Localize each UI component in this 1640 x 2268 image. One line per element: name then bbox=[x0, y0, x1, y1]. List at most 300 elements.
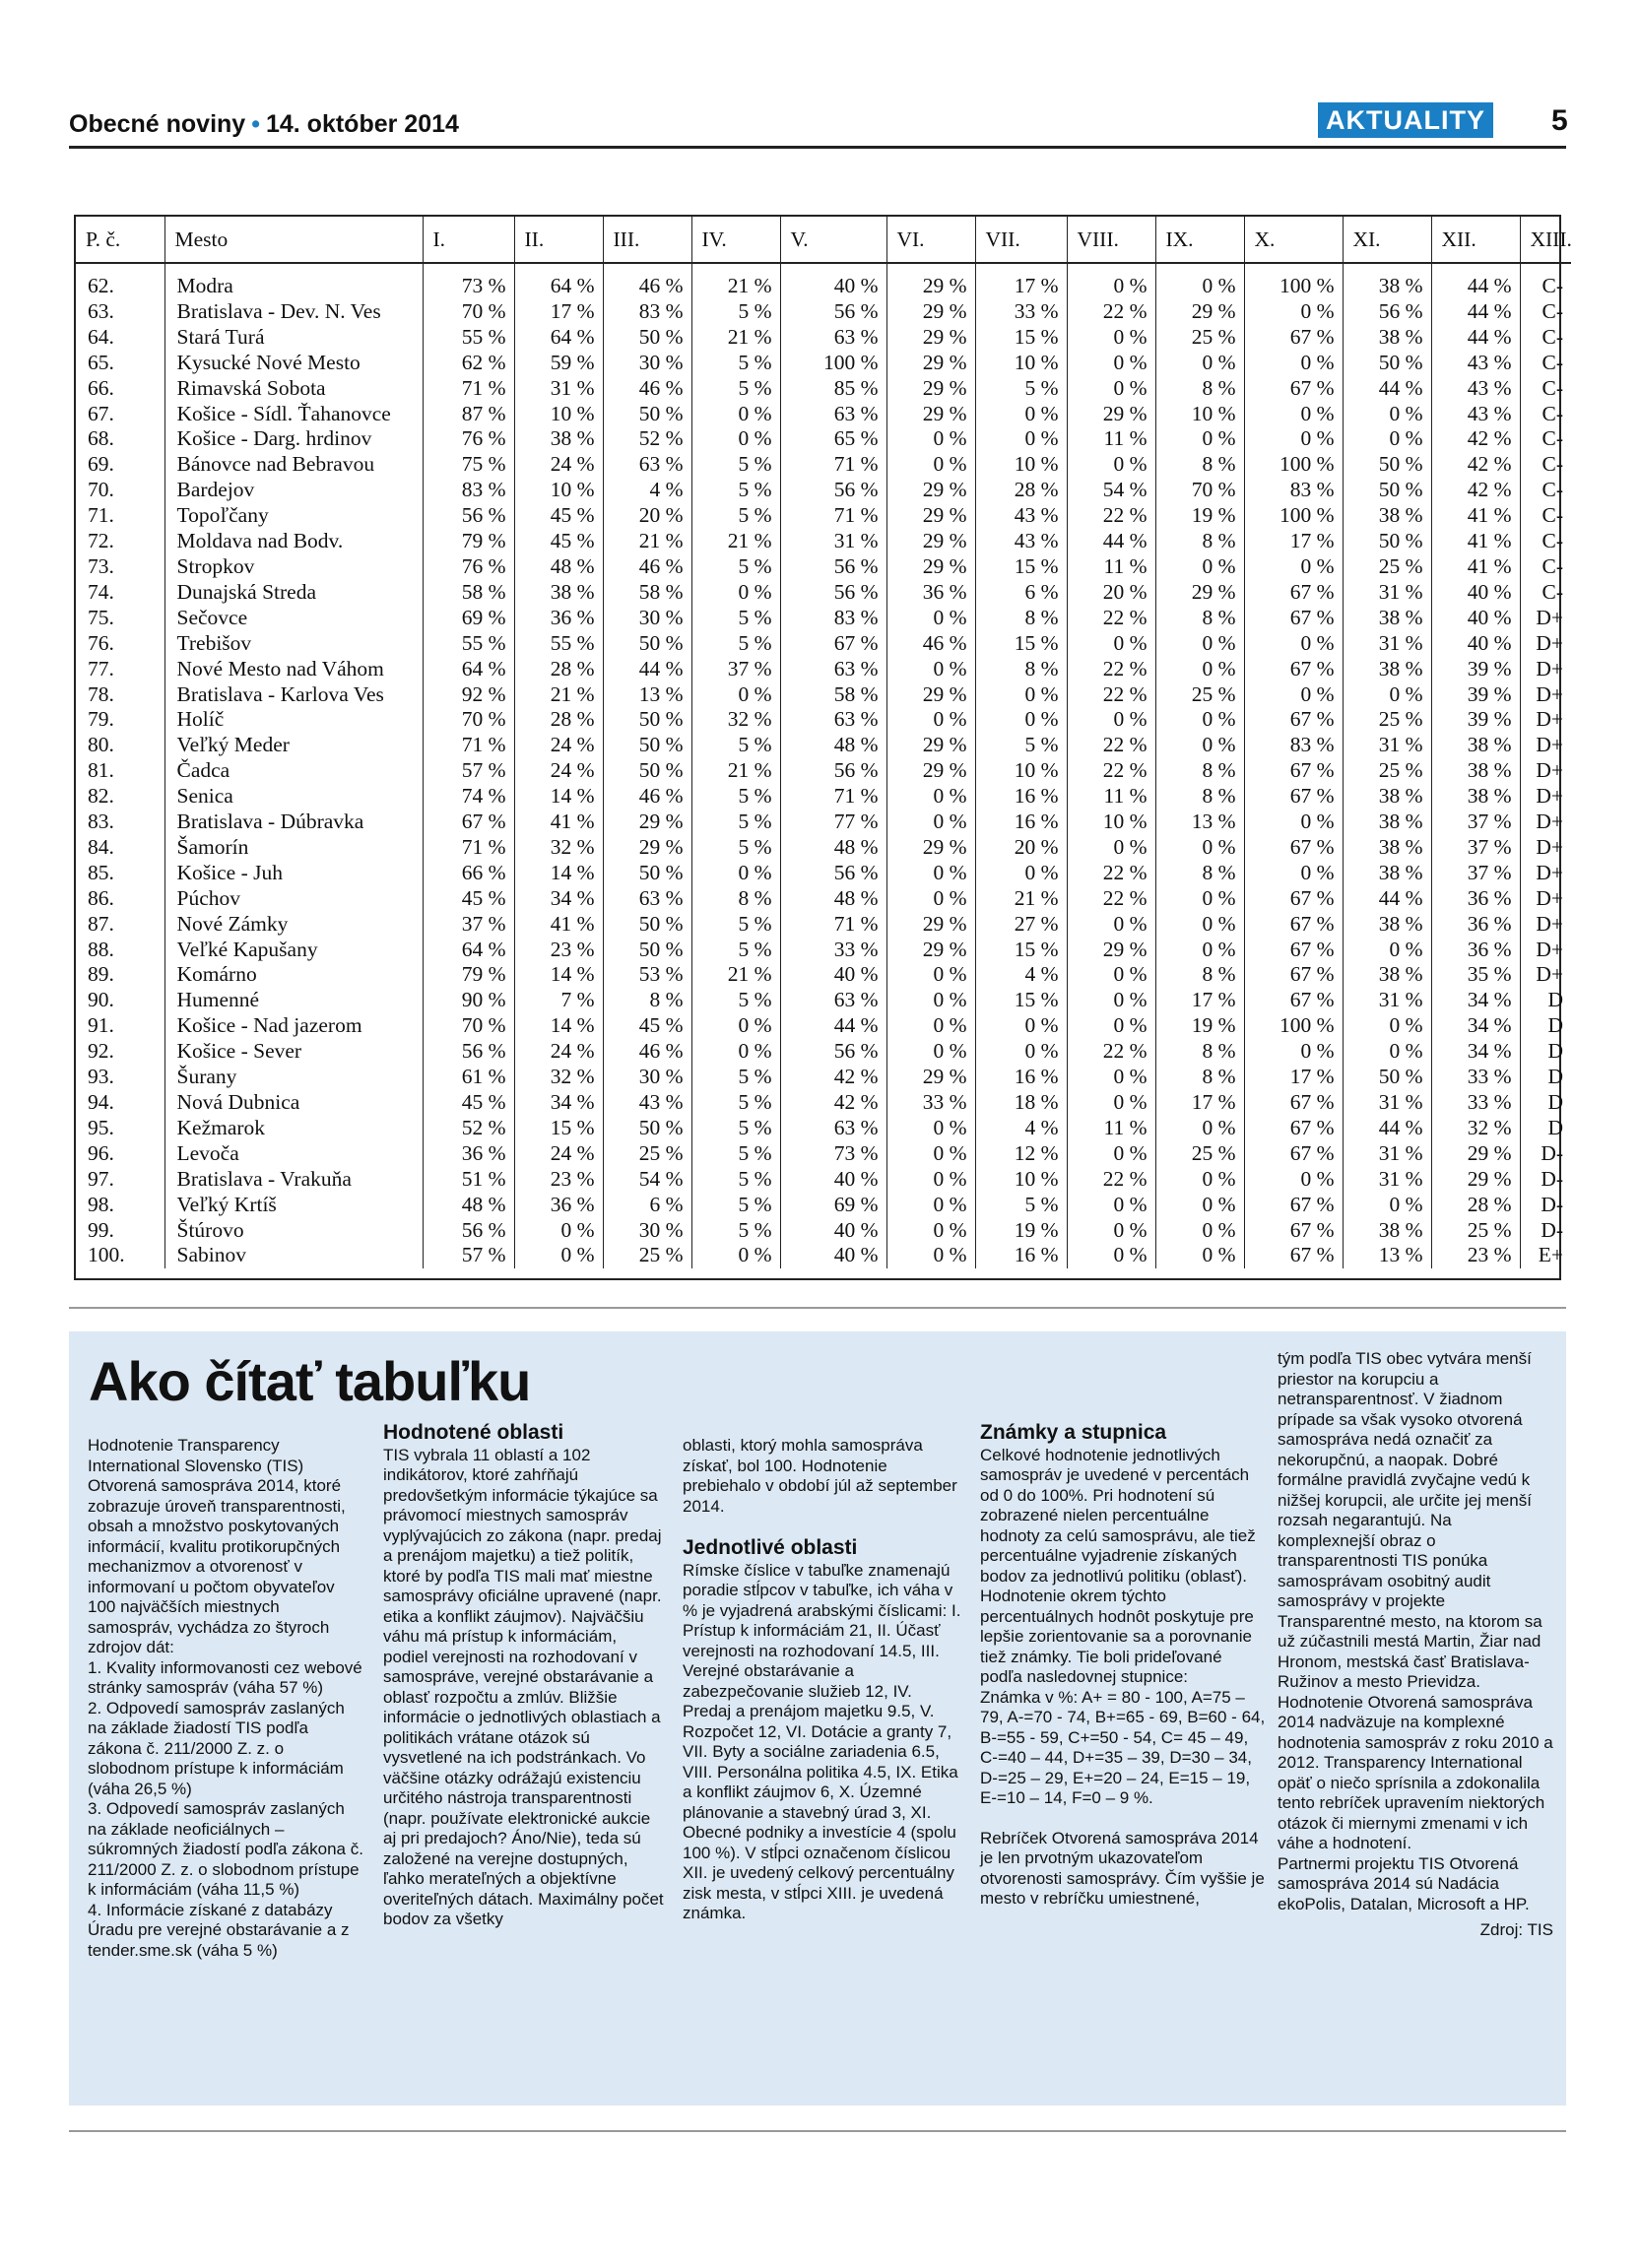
city-cell: Púchov bbox=[164, 886, 423, 912]
score-cell: 0 % bbox=[1067, 452, 1155, 478]
score-cell: 36 % bbox=[1431, 912, 1520, 938]
score-cell: 8 % bbox=[1155, 606, 1244, 631]
score-cell: 0 % bbox=[691, 1013, 780, 1039]
closing-text-2: Hodnotenie Otvorená samospráva 2014 nadväzuje na komplexné hodnotenia samospráv z roku 2010 a 2012. Transparency International opäť o niečo sprísnila a zdokonalila tento rebríček upravením niektorých otázok či miernymi zmenami v ich váhe a hodnotení. bbox=[1278, 1692, 1553, 1852]
score-cell: 0 % bbox=[1244, 402, 1343, 427]
score-cell: 0 % bbox=[1067, 1090, 1155, 1116]
score-cell: 67 % bbox=[1244, 707, 1343, 733]
rank-cell: 63. bbox=[76, 299, 164, 325]
score-cell: 79 % bbox=[423, 529, 514, 554]
score-cell: 0 % bbox=[886, 1039, 975, 1065]
score-cell: 40 % bbox=[780, 962, 886, 988]
score-cell: 24 % bbox=[514, 1141, 603, 1167]
score-cell: 20 % bbox=[1067, 580, 1155, 606]
rank-cell: 89. bbox=[76, 962, 164, 988]
score-cell: 62 % bbox=[423, 351, 514, 376]
score-cell: 14 % bbox=[514, 962, 603, 988]
score-cell: 10 % bbox=[975, 758, 1067, 784]
rank-cell: 66. bbox=[76, 376, 164, 402]
score-cell: 34 % bbox=[1431, 1013, 1520, 1039]
score-cell: 53 % bbox=[603, 962, 691, 988]
score-cell: 34 % bbox=[1431, 988, 1520, 1013]
score-cell: 83 % bbox=[423, 478, 514, 503]
score-cell: 29 % bbox=[886, 554, 975, 580]
table-row bbox=[76, 426, 1571, 452]
score-cell: 22 % bbox=[1067, 299, 1155, 325]
rank-cell: 67. bbox=[76, 402, 164, 427]
score-cell: 67 % bbox=[1244, 1218, 1343, 1244]
score-cell: 42 % bbox=[1431, 426, 1520, 452]
rank-cell: 97. bbox=[76, 1167, 164, 1193]
score-cell: 32 % bbox=[1431, 1116, 1520, 1141]
grade-cell: D+ bbox=[1536, 630, 1563, 655]
grade-cell: D+ bbox=[1536, 885, 1563, 910]
score-cell: 6 % bbox=[603, 1193, 691, 1218]
score-cell: 70 % bbox=[423, 1013, 514, 1039]
city-cell: Nové Zámky bbox=[164, 912, 423, 938]
score-cell: 28 % bbox=[1431, 1193, 1520, 1218]
grade-cell: D+ bbox=[1536, 681, 1563, 706]
score-cell: 67 % bbox=[1244, 784, 1343, 810]
score-cell: 31 % bbox=[514, 376, 603, 402]
score-cell: 5 % bbox=[975, 376, 1067, 402]
score-cell: 63 % bbox=[603, 886, 691, 912]
city-cell: Rimavská Sobota bbox=[164, 376, 423, 402]
score-cell: 4 % bbox=[975, 962, 1067, 988]
city-cell: Bánovce nad Bebravou bbox=[164, 452, 423, 478]
score-cell: 0 % bbox=[886, 707, 975, 733]
score-cell: 0 % bbox=[514, 1243, 603, 1268]
city-cell: Šurany bbox=[164, 1065, 423, 1090]
score-cell: 15 % bbox=[975, 325, 1067, 351]
score-cell: 5 % bbox=[691, 376, 780, 402]
areas-column bbox=[383, 1423, 664, 1930]
grades-column bbox=[980, 1423, 1266, 1910]
score-cell: 55 % bbox=[423, 325, 514, 351]
score-cell: 67 % bbox=[1244, 912, 1343, 938]
score-cell: 55 % bbox=[514, 631, 603, 657]
rank-cell: 64. bbox=[76, 325, 164, 351]
score-cell: 100 % bbox=[1244, 263, 1343, 299]
score-cell: 76 % bbox=[423, 554, 514, 580]
rank-cell: 78. bbox=[76, 682, 164, 708]
score-cell: 21 % bbox=[691, 529, 780, 554]
score-cell: 25 % bbox=[1155, 1141, 1244, 1167]
score-cell: 0 % bbox=[975, 1039, 1067, 1065]
single-areas-text: Rímske číslice v tabuľke znamenajú poradie stĺpcov v tabuľke, ich váha v % je vyjadrená arabskými číslicami: I. Prístup k informáciám 21, II. Účasť verejnosti na rozhodovaní 14.5, III. Verejné obstarávanie a zabezpečovanie služieb 12, IV. Predaj a prenájom majetku 9.5, V. Rozpočet 12, VI. Dotácie a granty 7, VII. Byty a sociálne zariadenia 6.5, VIII. Personálna politika 4.5, IX. Etika a konflikt záujmov 6, X. Územné plánovanie a stavebný úrad 3, XI. Obecné podniky a investície 4 (spolu 100 %). V stĺpci označenom číslicou XII. je uvedený celkový percentuálny zisk mesta, v stĺpci XIII. je uvedená známka. bbox=[683, 1560, 961, 1922]
score-cell: 71 % bbox=[423, 733, 514, 758]
score-cell: 44 % bbox=[780, 1013, 886, 1039]
column-header: Mesto bbox=[164, 217, 423, 263]
score-cell: 29 % bbox=[886, 1065, 975, 1090]
score-cell: 52 % bbox=[423, 1116, 514, 1141]
score-cell: 13 % bbox=[1155, 810, 1244, 835]
score-cell: 31 % bbox=[780, 529, 886, 554]
score-cell: 0 % bbox=[1343, 1013, 1431, 1039]
score-cell: 38 % bbox=[1343, 912, 1431, 938]
score-cell: 40 % bbox=[1431, 631, 1520, 657]
score-cell: 36 % bbox=[423, 1141, 514, 1167]
table-row bbox=[76, 1167, 1571, 1193]
score-cell: 83 % bbox=[603, 299, 691, 325]
city-cell: Trebišov bbox=[164, 631, 423, 657]
grade-cell: D+ bbox=[1536, 707, 1563, 732]
score-cell: 67 % bbox=[1244, 938, 1343, 963]
score-cell: 0 % bbox=[975, 1013, 1067, 1039]
score-cell: 41 % bbox=[1431, 529, 1520, 554]
score-cell: 0 % bbox=[1343, 938, 1431, 963]
score-cell: 0 % bbox=[1067, 263, 1155, 299]
score-cell: 50 % bbox=[1343, 529, 1431, 554]
score-cell: 8 % bbox=[1155, 962, 1244, 988]
score-cell: 40 % bbox=[1431, 606, 1520, 631]
score-cell: 56 % bbox=[1343, 299, 1431, 325]
rank-cell: 84. bbox=[76, 835, 164, 861]
areas-text: TIS vybrala 11 oblastí a 102 indikátorov, ktoré zahŕňajú predovšetkým informácie týkajúce sa právomocí miestnych samospráv vyplývajúcich zo zákona (napr. predaj a prenájom majetku) a tiež politík, ktoré by podľa TIS mali mať miestne samosprávy oficiálne upravené (napr. etika a konflikt záujmov). Najväčšiu váhu má prístup k informáciám, podiel verejnosti na rozhodovaní v samospráve, verejné obstarávanie a oblasť rozpočtu a zmlúv. Bližšie informácie o jednotlivých oblastiach a politikách vrátane otázok sú vysvetlené na ich podstránkach. Vo väčšine otázky odrážajú existenciu určitého nástroja transparentnosti (napr. používate elektronické aukcie aj pri predajoch? Áno/Nie), teda sú založené na verejne dostupných, ľahko merateľných a objektívne overiteľných dátach. Maximálny počet bodov za všetky bbox=[383, 1445, 664, 1928]
table-row bbox=[76, 962, 1571, 988]
score-cell: 0 % bbox=[1067, 988, 1155, 1013]
score-cell: 67 % bbox=[1244, 1090, 1343, 1116]
score-cell: 0 % bbox=[886, 426, 975, 452]
explanation-box bbox=[69, 1331, 1566, 2106]
score-cell: 52 % bbox=[603, 426, 691, 452]
score-cell: 4 % bbox=[603, 478, 691, 503]
score-cell: 0 % bbox=[691, 1039, 780, 1065]
score-cell: 100 % bbox=[780, 351, 886, 376]
score-cell: 29 % bbox=[886, 758, 975, 784]
section-divider bbox=[69, 1307, 1566, 1309]
score-cell: 83 % bbox=[1244, 478, 1343, 503]
score-cell: 11 % bbox=[1067, 554, 1155, 580]
page-number: 5 bbox=[1551, 104, 1568, 137]
separator-dot-icon: • bbox=[251, 110, 260, 138]
score-cell: 5 % bbox=[975, 1193, 1067, 1218]
score-cell: 48 % bbox=[780, 886, 886, 912]
score-cell: 46 % bbox=[603, 376, 691, 402]
score-cell: 63 % bbox=[780, 988, 886, 1013]
score-cell: 21 % bbox=[691, 962, 780, 988]
table-row bbox=[76, 299, 1571, 325]
score-cell: 37 % bbox=[691, 657, 780, 682]
score-cell: 87 % bbox=[423, 402, 514, 427]
score-cell: 0 % bbox=[975, 707, 1067, 733]
score-cell: 39 % bbox=[1431, 707, 1520, 733]
table-row bbox=[76, 886, 1571, 912]
source-note: Zdroj: TIS bbox=[1479, 1920, 1553, 1939]
table-body bbox=[76, 263, 1571, 1268]
city-cell: Topoľčany bbox=[164, 503, 423, 529]
score-cell: 66 % bbox=[423, 861, 514, 886]
score-cell: 8 % bbox=[1155, 784, 1244, 810]
score-cell: 0 % bbox=[886, 1193, 975, 1218]
score-cell: 0 % bbox=[1067, 912, 1155, 938]
grades-heading: Známky a stupnica bbox=[980, 1421, 1167, 1444]
score-cell: 64 % bbox=[514, 325, 603, 351]
page-header bbox=[69, 102, 1566, 150]
score-cell: 17 % bbox=[1155, 1090, 1244, 1116]
score-cell: 21 % bbox=[514, 682, 603, 708]
score-cell: 45 % bbox=[423, 886, 514, 912]
score-cell: 34 % bbox=[1431, 1039, 1520, 1065]
score-cell: 0 % bbox=[1067, 376, 1155, 402]
score-cell: 58 % bbox=[603, 580, 691, 606]
score-cell: 44 % bbox=[1343, 886, 1431, 912]
score-cell: 71 % bbox=[423, 835, 514, 861]
score-cell: 42 % bbox=[780, 1090, 886, 1116]
score-cell: 0 % bbox=[1244, 1167, 1343, 1193]
score-cell: 0 % bbox=[886, 452, 975, 478]
score-cell: 38 % bbox=[514, 580, 603, 606]
score-cell: 43 % bbox=[1431, 402, 1520, 427]
score-cell: 38 % bbox=[1343, 835, 1431, 861]
score-cell: 0 % bbox=[1244, 631, 1343, 657]
table-row bbox=[76, 988, 1571, 1013]
score-cell: 40 % bbox=[1431, 580, 1520, 606]
score-cell: 67 % bbox=[1244, 962, 1343, 988]
grade-cell: D+ bbox=[1536, 962, 1563, 987]
score-cell: 17 % bbox=[975, 263, 1067, 299]
score-cell: 25 % bbox=[1343, 758, 1431, 784]
table-row bbox=[76, 1065, 1571, 1090]
score-cell: 5 % bbox=[691, 1090, 780, 1116]
column-header: II. bbox=[514, 217, 603, 263]
city-cell: Dunajská Streda bbox=[164, 580, 423, 606]
score-cell: 45 % bbox=[514, 503, 603, 529]
score-cell: 23 % bbox=[514, 1167, 603, 1193]
score-cell: 5 % bbox=[691, 1065, 780, 1090]
rank-cell: 62. bbox=[76, 263, 164, 299]
score-cell: 85 % bbox=[780, 376, 886, 402]
score-cell: 0 % bbox=[886, 988, 975, 1013]
score-cell: 30 % bbox=[603, 351, 691, 376]
grade-cell: C- bbox=[1542, 452, 1563, 477]
score-cell: 10 % bbox=[1155, 402, 1244, 427]
city-cell: Bratislava - Karlova Ves bbox=[164, 682, 423, 708]
score-cell: 0 % bbox=[1244, 426, 1343, 452]
score-cell: 29 % bbox=[1155, 299, 1244, 325]
score-cell: 50 % bbox=[603, 938, 691, 963]
rank-cell: 90. bbox=[76, 988, 164, 1013]
score-cell: 30 % bbox=[603, 606, 691, 631]
score-cell: 22 % bbox=[1067, 682, 1155, 708]
score-cell: 5 % bbox=[691, 351, 780, 376]
grade-cell: D+ bbox=[1536, 834, 1563, 859]
grade-cell: C- bbox=[1542, 350, 1563, 374]
score-cell: 5 % bbox=[691, 784, 780, 810]
score-cell: 55 % bbox=[423, 631, 514, 657]
city-cell: Košice - Juh bbox=[164, 861, 423, 886]
score-cell: 5 % bbox=[691, 988, 780, 1013]
score-cell: 48 % bbox=[423, 1193, 514, 1218]
score-cell: 67 % bbox=[1244, 376, 1343, 402]
score-cell: 42 % bbox=[1431, 478, 1520, 503]
grade-cell: D+ bbox=[1536, 656, 1563, 680]
grade-cell: D bbox=[1547, 1013, 1563, 1038]
score-cell: 12 % bbox=[975, 1141, 1067, 1167]
score-cell: 44 % bbox=[1431, 299, 1520, 325]
score-cell: 54 % bbox=[1067, 478, 1155, 503]
score-cell: 31 % bbox=[1343, 733, 1431, 758]
score-cell: 44 % bbox=[1067, 529, 1155, 554]
score-cell: 0 % bbox=[691, 682, 780, 708]
score-cell: 0 % bbox=[886, 962, 975, 988]
rank-cell: 86. bbox=[76, 886, 164, 912]
city-cell: Nové Mesto nad Váhom bbox=[164, 657, 423, 682]
score-cell: 50 % bbox=[603, 402, 691, 427]
score-cell: 33 % bbox=[1431, 1090, 1520, 1116]
score-cell: 10 % bbox=[1067, 810, 1155, 835]
rank-cell: 76. bbox=[76, 631, 164, 657]
score-cell: 39 % bbox=[1431, 682, 1520, 708]
score-cell: 22 % bbox=[1067, 503, 1155, 529]
score-cell: 0 % bbox=[1067, 1141, 1155, 1167]
score-cell: 19 % bbox=[1155, 1013, 1244, 1039]
grade-cell: C- bbox=[1542, 324, 1563, 349]
score-cell: 14 % bbox=[514, 861, 603, 886]
column-header: P. č. bbox=[76, 217, 164, 263]
score-cell: 46 % bbox=[886, 631, 975, 657]
publication-line bbox=[69, 110, 459, 139]
score-cell: 41 % bbox=[514, 810, 603, 835]
score-cell: 0 % bbox=[1067, 631, 1155, 657]
score-cell: 0 % bbox=[1155, 657, 1244, 682]
score-cell: 33 % bbox=[975, 299, 1067, 325]
ranking-table-frame bbox=[74, 215, 1572, 1280]
score-cell: 38 % bbox=[1431, 733, 1520, 758]
score-cell: 43 % bbox=[975, 503, 1067, 529]
score-cell: 5 % bbox=[691, 503, 780, 529]
rank-cell: 75. bbox=[76, 606, 164, 631]
score-cell: 25 % bbox=[603, 1243, 691, 1268]
score-cell: 75 % bbox=[423, 452, 514, 478]
score-cell: 15 % bbox=[975, 631, 1067, 657]
city-cell: Košice - Darg. hrdinov bbox=[164, 426, 423, 452]
score-cell: 0 % bbox=[1155, 1193, 1244, 1218]
score-cell: 29 % bbox=[603, 835, 691, 861]
grade-cell: D- bbox=[1541, 1166, 1563, 1191]
score-cell: 0 % bbox=[886, 1141, 975, 1167]
score-cell: 67 % bbox=[1244, 988, 1343, 1013]
score-cell: 71 % bbox=[780, 912, 886, 938]
rank-cell: 98. bbox=[76, 1193, 164, 1218]
score-cell: 83 % bbox=[1244, 733, 1343, 758]
score-cell: 16 % bbox=[975, 1243, 1067, 1268]
score-cell: 10 % bbox=[514, 402, 603, 427]
score-cell: 59 % bbox=[514, 351, 603, 376]
city-cell: Holíč bbox=[164, 707, 423, 733]
score-cell: 16 % bbox=[975, 784, 1067, 810]
score-cell: 13 % bbox=[603, 682, 691, 708]
grade-cell: C- bbox=[1542, 426, 1563, 451]
score-cell: 63 % bbox=[780, 707, 886, 733]
score-cell: 71 % bbox=[780, 452, 886, 478]
table-row bbox=[76, 554, 1571, 580]
grade-cell: C- bbox=[1542, 478, 1563, 502]
score-cell: 33 % bbox=[886, 1090, 975, 1116]
score-cell: 33 % bbox=[1431, 1065, 1520, 1090]
score-cell: 70 % bbox=[423, 707, 514, 733]
rank-cell: 72. bbox=[76, 529, 164, 554]
score-cell: 21 % bbox=[603, 529, 691, 554]
score-cell: 43 % bbox=[1431, 351, 1520, 376]
score-cell: 43 % bbox=[975, 529, 1067, 554]
score-cell: 0 % bbox=[1343, 682, 1431, 708]
rank-cell: 71. bbox=[76, 503, 164, 529]
city-cell: Stropkov bbox=[164, 554, 423, 580]
score-cell: 0 % bbox=[1244, 1039, 1343, 1065]
column-header: III. bbox=[603, 217, 691, 263]
rank-cell: 96. bbox=[76, 1141, 164, 1167]
score-cell: 31 % bbox=[1343, 1141, 1431, 1167]
grade-cell: C- bbox=[1542, 274, 1563, 297]
score-cell: 77 % bbox=[780, 810, 886, 835]
score-cell: 0 % bbox=[1155, 1167, 1244, 1193]
score-cell: 8 % bbox=[1155, 758, 1244, 784]
score-cell: 8 % bbox=[691, 886, 780, 912]
closing-text-3: Partnermi projektu TIS Otvorená samospráva 2014 sú Nadácia ekoPolis, Datalan, Microsoft a HP. bbox=[1278, 1853, 1530, 1913]
score-cell: 71 % bbox=[780, 784, 886, 810]
score-cell: 5 % bbox=[691, 1167, 780, 1193]
city-cell: Veľké Kapušany bbox=[164, 938, 423, 963]
table-header-row bbox=[76, 217, 1571, 263]
score-cell: 65 % bbox=[780, 426, 886, 452]
score-cell: 31 % bbox=[1343, 988, 1431, 1013]
column-header: XIII. bbox=[1520, 217, 1571, 263]
areas-continued: oblasti, ktorý mohla samospráva získať, bol 100. Hodnotenie prebiehalo v období júl až september 2014. bbox=[683, 1436, 957, 1516]
score-cell: 31 % bbox=[1343, 580, 1431, 606]
table-row bbox=[76, 452, 1571, 478]
score-cell: 28 % bbox=[514, 707, 603, 733]
score-cell: 50 % bbox=[1343, 351, 1431, 376]
score-cell: 64 % bbox=[423, 657, 514, 682]
column-header: XI. bbox=[1343, 217, 1431, 263]
score-cell: 32 % bbox=[514, 835, 603, 861]
score-cell: 24 % bbox=[514, 758, 603, 784]
score-cell: 46 % bbox=[603, 1039, 691, 1065]
score-cell: 5 % bbox=[691, 452, 780, 478]
table-row bbox=[76, 758, 1571, 784]
city-cell: Košice - Sídl. Ťahanovce bbox=[164, 402, 423, 427]
table-row bbox=[76, 733, 1571, 758]
closing-text: tým podľa TIS obec vytvára menší priestor na korupciu a netransparentnosť. V žiadnom prípade sa však vysoko otvorená samospráva nedá označiť za nekorupčnú, a naopak. Dobré formálne pravidlá zvyčajne vedú k nižšej korupcii, ale určite jej menší rozsah negarantujú. Na komplexnejší obraz o transparentnosti TIS ponúka samosprávam osobitný audit samosprávy v projekte Transparentné mesto, na ktorom sa už zúčastnili mestá Martin, Žiar nad Hronom, mestská časť Bratislava-Ružinov a mesto Prievidza. bbox=[1278, 1349, 1542, 1691]
grade-cell: D bbox=[1547, 1065, 1563, 1089]
score-cell: 50 % bbox=[1343, 1065, 1431, 1090]
rank-cell: 88. bbox=[76, 938, 164, 963]
score-cell: 0 % bbox=[1067, 325, 1155, 351]
score-cell: 46 % bbox=[603, 554, 691, 580]
score-cell: 31 % bbox=[1343, 631, 1431, 657]
score-cell: 67 % bbox=[1244, 886, 1343, 912]
score-cell: 40 % bbox=[780, 263, 886, 299]
score-cell: 36 % bbox=[886, 580, 975, 606]
score-cell: 36 % bbox=[514, 1193, 603, 1218]
grade-cell: D bbox=[1547, 1090, 1563, 1114]
rank-cell: 80. bbox=[76, 733, 164, 758]
score-cell: 56 % bbox=[423, 1039, 514, 1065]
score-cell: 29 % bbox=[1067, 402, 1155, 427]
grade-cell: D+ bbox=[1536, 605, 1563, 629]
score-cell: 0 % bbox=[886, 1013, 975, 1039]
ranking-table bbox=[76, 217, 1571, 1268]
score-cell: 50 % bbox=[603, 758, 691, 784]
score-cell: 5 % bbox=[691, 1193, 780, 1218]
table-row bbox=[76, 1141, 1571, 1167]
score-cell: 13 % bbox=[1343, 1243, 1431, 1268]
score-cell: 25 % bbox=[1155, 325, 1244, 351]
score-cell: 63 % bbox=[780, 402, 886, 427]
score-cell: 67 % bbox=[423, 810, 514, 835]
score-cell: 38 % bbox=[1343, 962, 1431, 988]
